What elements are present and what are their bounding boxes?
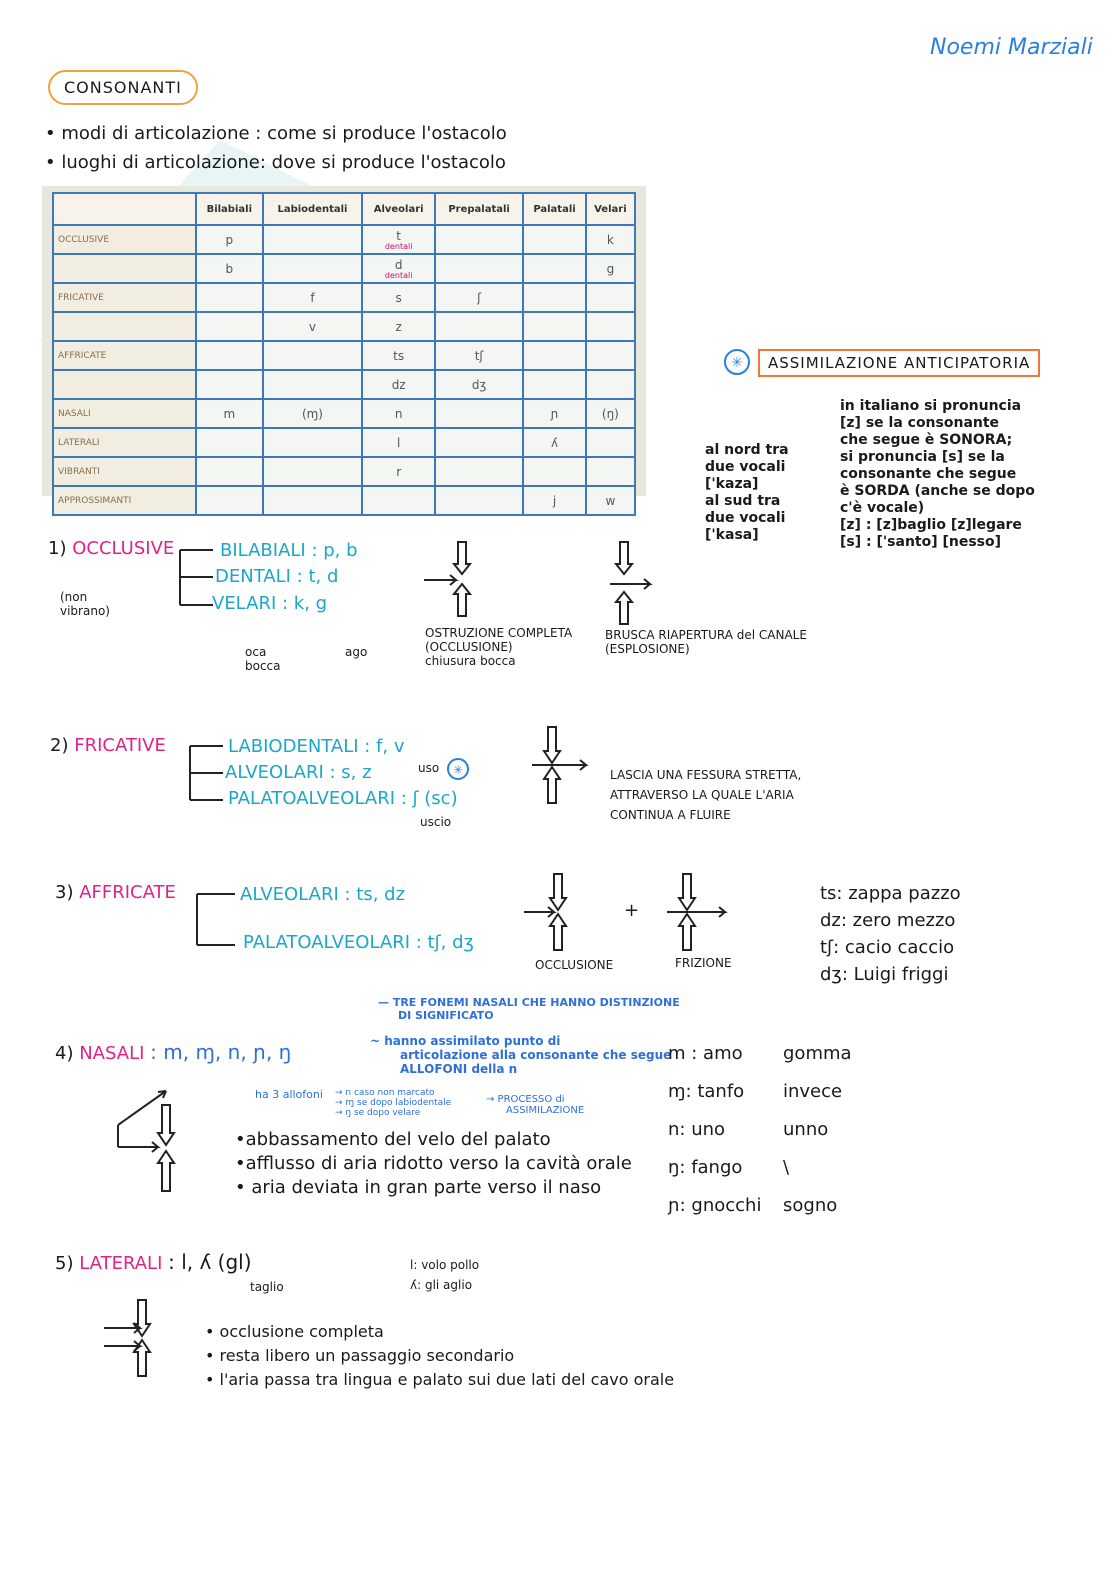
- table-cell: [586, 399, 635, 428]
- table-cell-value: dʒ: [471, 377, 487, 392]
- table-cell-note: dentali: [384, 270, 413, 280]
- friction-diagram-2: [665, 872, 730, 952]
- table-header: Bilabiali: [196, 193, 263, 225]
- consonant-table-photo: [42, 186, 646, 508]
- table-cell: [362, 370, 435, 399]
- table-cell: [196, 486, 263, 515]
- s1-diagram-1-caption: OSTRUZIONE COMPLETA (OCCLUSIONE) chiusura bocca: [425, 626, 573, 668]
- table-row: [53, 370, 635, 399]
- page-title: CONSONANTI: [48, 70, 198, 105]
- table-cell-value: r: [396, 464, 402, 479]
- table-cell: [362, 283, 435, 312]
- table-cell: [435, 254, 523, 283]
- table-cell: [586, 486, 635, 515]
- table-row-label: APPROSSIMANTI: [53, 486, 196, 515]
- s4-bullets: •abbassamento del velo del palato •afflusso di aria ridotto verso la cavità orale • aria deviata in gran parte verso il naso: [235, 1129, 632, 1198]
- explosion-diagram: [600, 540, 680, 625]
- table-cell: [523, 428, 586, 457]
- table-row: [53, 254, 635, 283]
- table-cell: [362, 225, 435, 254]
- table-cell: [196, 399, 263, 428]
- table-header: Alveolari: [362, 193, 435, 225]
- s4-processo: → PROCESSO di ASSIMILAZIONE: [486, 1094, 585, 1116]
- s3-heading: 3) AFFRICATE: [55, 882, 176, 903]
- table-cell: [586, 254, 635, 283]
- table-row-label: VIBRANTI: [53, 457, 196, 486]
- author-signature: Noemi Marziali: [930, 35, 1093, 60]
- s1-example-2: ago: [345, 645, 368, 659]
- table-cell: [523, 283, 586, 312]
- table-cell: [523, 341, 586, 370]
- table-cell: [523, 486, 586, 515]
- table-cell-value: d: [394, 257, 403, 272]
- table-cell-value: j: [552, 493, 557, 508]
- table-row: [53, 399, 635, 428]
- table-row: [53, 312, 635, 341]
- consonant-table: [52, 192, 636, 516]
- table-cell: [523, 312, 586, 341]
- s3-plus: +: [624, 900, 640, 921]
- table-row: [53, 341, 635, 370]
- table-cell: [196, 370, 263, 399]
- table-cell: [523, 370, 586, 399]
- table-cell: [263, 428, 363, 457]
- asterisk-icon: [722, 347, 752, 377]
- occlusion-diagram: [420, 540, 510, 620]
- table-header: Prepalatali: [435, 193, 523, 225]
- table-cell-value: ts: [393, 348, 405, 363]
- s4-allofoni: ha 3 allofoni: [255, 1088, 323, 1101]
- table-cell-value: ɲ: [550, 406, 559, 421]
- s3-label-frizione: FRIZIONE: [675, 956, 732, 970]
- s2-description: LASCIA UNA FESSURA STRETTA, ATTRAVERSO LA QUALE L'ARIA CONTINUA A FLUIRE: [610, 768, 802, 822]
- table-cell: [435, 486, 523, 515]
- s2-bracket: [188, 742, 228, 804]
- intro-line-1: • modi di articolazione : come si produce l'ostacolo: [45, 123, 507, 144]
- table-cell-value: w: [605, 493, 616, 508]
- table-cell: [196, 428, 263, 457]
- table-cell-value: ʎ: [550, 435, 559, 450]
- s3-label-occlusione: OCCLUSIONE: [535, 958, 614, 972]
- table-cell: [196, 225, 263, 254]
- table-cell: [263, 457, 363, 486]
- table-cell-value: g: [606, 261, 615, 276]
- s5-examples: l: volo pollo ʎ: gli aglio: [410, 1258, 480, 1292]
- s1-diagram-2-caption: BRUSCA RIAPERTURA del CANALE (ESPLOSIONE): [605, 628, 807, 656]
- table-cell: [435, 225, 523, 254]
- table-cell: [196, 254, 263, 283]
- asterisk-icon-small: [446, 757, 470, 781]
- table-cell: [362, 457, 435, 486]
- nasal-diagram: [110, 1085, 190, 1195]
- table-cell: [263, 312, 363, 341]
- table-cell: [523, 254, 586, 283]
- table-cell: [435, 341, 523, 370]
- table-cell: [435, 428, 523, 457]
- table-cell: [523, 399, 586, 428]
- svg-text:✳: ✳: [731, 355, 743, 371]
- table-cell: [586, 283, 635, 312]
- s1-example-1: oca bocca: [245, 645, 281, 673]
- table-cell: [362, 341, 435, 370]
- table-cell: [586, 457, 635, 486]
- s2-item-3: PALATOALVEOLARI : ʃ (sc): [228, 788, 458, 809]
- s1-item-1: BILABIALI : p, b: [220, 540, 358, 561]
- table-cell-value: t: [396, 228, 402, 243]
- table-cell-value: l: [396, 435, 401, 450]
- assimilazione-title: ASSIMILAZIONE ANTICIPATORIA: [758, 349, 1040, 377]
- table-header: Labiodentali: [263, 193, 363, 225]
- table-cell: [586, 225, 635, 254]
- lateral-diagram: [100, 1298, 170, 1378]
- s4-heading: 4) NASALI : m, ɱ, n, ɲ, ŋ: [55, 1040, 292, 1064]
- s1-item-2: DENTALI : t, d: [215, 566, 339, 587]
- table-cell: [196, 312, 263, 341]
- table-header: Velari: [586, 193, 635, 225]
- table-row: [53, 283, 635, 312]
- s5-bullets: • occlusione completa • resta libero un passaggio secondario • l'aria passa tra lingua e palato sui due lati del cavo orale: [205, 1322, 675, 1389]
- s1-heading: 1) OCCLUSIVE: [48, 538, 175, 559]
- table-cell: [586, 370, 635, 399]
- table-cell-value: f: [310, 290, 315, 305]
- friction-diagram: [530, 725, 590, 805]
- s2-item-1: LABIODENTALI : f, v: [228, 736, 405, 757]
- table-cell: [196, 457, 263, 486]
- s5-taglio: taglio: [250, 1280, 284, 1294]
- table-cell-value: ʃ: [477, 290, 482, 305]
- table-cell: [362, 486, 435, 515]
- table-cell-value: tʃ: [474, 348, 484, 363]
- table-cell-value: b: [225, 261, 234, 276]
- assimilazione-right-note: in italiano si pronuncia [z] se la consonante che segue è SONORA; si pronuncia [s] se la consonante che segue è SORDA (anche se dopo c'è vocale) [z] : [z]baglio [z]legare [s] : ['santo] [nesso]: [840, 398, 1035, 550]
- table-cell: [435, 312, 523, 341]
- table-cell-value: s: [395, 290, 402, 305]
- table-cell: [196, 341, 263, 370]
- table-cell-note: dentali: [384, 241, 413, 251]
- s4-allofoni-list: → n caso non marcato → ɱ se dopo labiodentale → ŋ se dopo velare: [335, 1088, 452, 1118]
- table-row-label: NASALI: [53, 399, 196, 428]
- table-cell-value: v: [308, 319, 317, 334]
- table-row-label: [53, 254, 196, 283]
- s2-heading: 2) FRICATIVE: [50, 735, 166, 756]
- table-cell-value: (ŋ): [601, 406, 619, 421]
- table-cell: [263, 399, 363, 428]
- table-cell: [362, 399, 435, 428]
- s2-uscio: uscio: [420, 815, 452, 829]
- table-cell-value: m: [223, 406, 236, 421]
- table-row: [53, 428, 635, 457]
- table-cell: [263, 370, 363, 399]
- s3-examples: ts: zappa pazzo dz: zero mezzo tʃ: cacio caccio dʒ: Luigi friggi: [820, 883, 961, 985]
- table-cell: [362, 428, 435, 457]
- assimilazione-left-note: al nord tra due vocali ['kaza] al sud tra due vocali ['kasa]: [705, 442, 789, 543]
- table-row-label: OCCLUSIVE: [53, 225, 196, 254]
- table-cell: [263, 225, 363, 254]
- s1-sub: (non vibrano): [60, 590, 110, 618]
- table-cell: [435, 370, 523, 399]
- table-row: [53, 486, 635, 515]
- table-cell: [435, 399, 523, 428]
- intro-line-2: • luoghi di articolazione: dove si produce l'ostacolo: [45, 152, 506, 173]
- table-cell: [263, 254, 363, 283]
- table-cell-value: dz: [391, 377, 406, 392]
- table-cell: [196, 283, 263, 312]
- table-cell: [362, 254, 435, 283]
- table-cell: [362, 312, 435, 341]
- table-cell: [586, 428, 635, 457]
- table-cell: [523, 457, 586, 486]
- table-cell-value: z: [395, 319, 402, 334]
- s4-examples: m : amo gomma ɱ: tanfo invece n: uno unno ŋ: fango \ ɲ: gnocchi sogno: [668, 1043, 852, 1216]
- table-cell: [435, 283, 523, 312]
- table-row: [53, 457, 635, 486]
- s4-top-note: — TRE FONEMI NASALI CHE HANNO DISTINZIONE DI SIGNIFICATO: [378, 996, 680, 1022]
- table-cell-value: p: [225, 232, 234, 247]
- table-row-label: AFFRICATE: [53, 341, 196, 370]
- svg-text:✳: ✳: [452, 763, 464, 777]
- table-row: [53, 225, 635, 254]
- table-cell: [435, 457, 523, 486]
- s3-item-2: PALATOALVEOLARI : tʃ, dʒ: [243, 932, 474, 953]
- table-row-label: [53, 312, 196, 341]
- s3-bracket: [195, 890, 240, 950]
- s2-uso: uso: [418, 761, 440, 775]
- s1-item-3: VELARI : k, g: [212, 593, 328, 614]
- table-header: Palatali: [523, 193, 586, 225]
- table-row-label: [53, 370, 196, 399]
- table-corner: [53, 193, 196, 225]
- table-cell-value: n: [394, 406, 403, 421]
- table-cell: [263, 486, 363, 515]
- table-cell: [263, 283, 363, 312]
- table-cell: [523, 225, 586, 254]
- table-cell-value: k: [606, 232, 614, 247]
- table-row-label: LATERALI: [53, 428, 196, 457]
- table-cell-value: (ɱ): [301, 406, 323, 421]
- s2-item-2: ALVEOLARI : s, z: [225, 762, 372, 783]
- table-cell: [586, 341, 635, 370]
- s5-heading: 5) LATERALI : l, ʎ (gl): [55, 1250, 252, 1274]
- s3-item-1: ALVEOLARI : ts, dz: [240, 884, 406, 905]
- table-row-label: FRICATIVE: [53, 283, 196, 312]
- occlusion-diagram-2: [522, 872, 582, 952]
- table-cell: [263, 341, 363, 370]
- s4-side-note: ~ hanno assimilato punto di articolazione alla consonante che segue ALLOFONI della n: [370, 1034, 672, 1076]
- table-cell: [586, 312, 635, 341]
